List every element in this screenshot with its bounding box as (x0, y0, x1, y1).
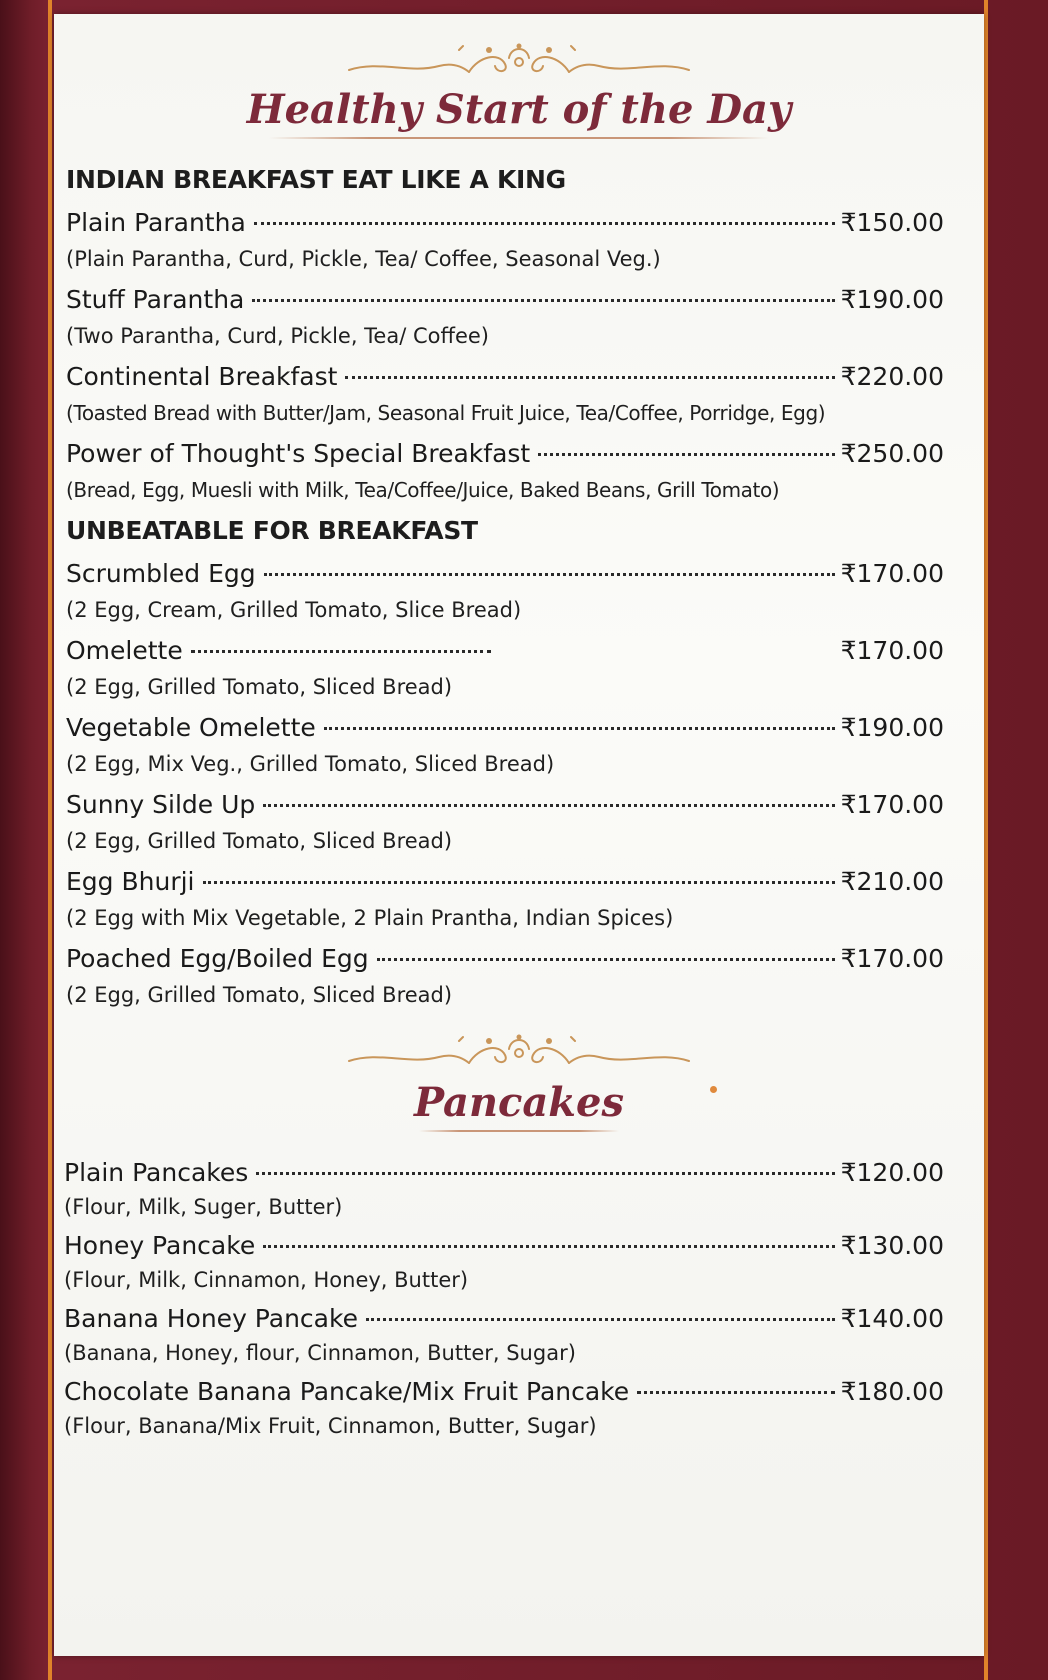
item-price: ₹120.00 (840, 1158, 944, 1187)
item-name: Sunny Silde Up (66, 790, 256, 819)
item-name: Plain Pancakes (64, 1158, 249, 1187)
item-description: (2 Egg with Mix Vegetable, 2 Plain Prantha, Indian Spices) (66, 906, 674, 930)
item-description: (Two Parantha, Curd, Pickle, Tea/ Coffee) (66, 324, 489, 348)
menu-item (66, 559, 944, 622)
flourish-ornament-icon (339, 38, 699, 84)
item-name: Chocolate Banana Pancake/Mix Fruit Pancake (64, 1377, 630, 1406)
item-name: Omelette (66, 636, 183, 665)
item-description: (2 Egg, Grilled Tomato, Sliced Bread) (66, 983, 453, 1007)
item-name: Continental Breakfast (66, 362, 338, 391)
menu-item (66, 713, 944, 776)
leader-dots (324, 727, 835, 730)
menu-item (66, 867, 944, 930)
frame-edge-right (984, 0, 988, 1680)
flourish-ornament-icon (339, 1029, 699, 1075)
heading-unbeatable: UNBEATABLE FOR BREAKFAST (66, 516, 478, 545)
item-price: ₹190.00 (840, 713, 944, 742)
menu-page (54, 14, 984, 1656)
leader-dots (538, 453, 834, 456)
menu-item (66, 362, 944, 425)
breakfast-section (54, 139, 984, 1007)
item-price: ₹130.00 (840, 1231, 944, 1260)
item-price: ₹190.00 (840, 285, 944, 314)
heading-indian-breakfast: INDIAN BREAKFAST EAT LIKE A KING (66, 165, 566, 194)
frame-edge-left (48, 0, 52, 1680)
item-price: ₹140.00 (840, 1304, 944, 1333)
leader-dots (203, 881, 835, 884)
item-name: Honey Pancake (64, 1231, 256, 1260)
item-description: (2 Egg, Grilled Tomato, Sliced Bread) (66, 829, 453, 853)
menu-item (64, 1231, 944, 1292)
menu-item (64, 1304, 944, 1365)
stain-speck (710, 1086, 717, 1093)
item-price: ₹180.00 (840, 1377, 944, 1406)
menu-item (64, 1158, 944, 1219)
menu-item (66, 208, 944, 271)
menu-item (66, 285, 944, 348)
pancakes-section (54, 1132, 984, 1438)
section-title-healthy-start: Healthy Start of the Day (246, 86, 792, 133)
item-price: ₹170.00 (840, 944, 944, 973)
item-name: Stuff Parantha (66, 285, 245, 314)
item-description: (2 Egg, Cream, Grilled Tomato, Slice Bread) (66, 598, 522, 622)
item-price: ₹170.00 (840, 559, 944, 588)
menu-item (66, 636, 944, 699)
item-price: ₹150.00 (840, 208, 944, 237)
item-name: Scrumbled Egg (66, 559, 256, 588)
item-name: Plain Parantha (66, 208, 246, 237)
item-description: (2 Egg, Mix Veg., Grilled Tomato, Sliced Bread) (66, 752, 555, 776)
item-description: (Plain Parantha, Curd, Pickle, Tea/ Coffee, Seasonal Veg.) (66, 247, 661, 271)
menu-item (66, 439, 944, 502)
menu-item (66, 790, 944, 853)
leader-dots (263, 804, 834, 807)
item-description: (Flour, Milk, Cinnamon, Honey, Butter) (64, 1268, 469, 1292)
leader-dots (256, 1172, 834, 1175)
leader-dots (264, 573, 835, 576)
leader-dots (191, 650, 491, 653)
item-description: (2 Egg, Grilled Tomato, Sliced Bread) (66, 675, 453, 699)
item-name: Vegetable Omelette (66, 713, 316, 742)
item-price: ₹170.00 (840, 636, 944, 665)
menu-item (66, 944, 944, 1007)
leader-dots (252, 299, 834, 302)
item-description: (Toasted Bread with Butter/Jam, Seasonal Fruit Juice, Tea/Coffee, Porridge, Egg) (66, 401, 826, 425)
leader-dots (366, 1318, 835, 1321)
item-price: ₹250.00 (840, 439, 944, 468)
item-price: ₹220.00 (840, 362, 944, 391)
leader-dots (263, 1245, 834, 1248)
item-name: Power of Thought's Special Breakfast (66, 439, 531, 468)
item-price: ₹170.00 (840, 790, 944, 819)
leader-dots (637, 1391, 834, 1394)
section-title-pancakes: Pancakes (414, 1079, 624, 1126)
item-name: Poached Egg/Boiled Egg (66, 944, 369, 973)
leader-dots (345, 376, 834, 379)
menu-item (64, 1377, 944, 1438)
item-description: (Banana, Honey, flour, Cinnamon, Butter, Sugar) (64, 1341, 576, 1365)
leader-dots (254, 222, 835, 225)
leader-dots (377, 958, 835, 961)
item-name: Egg Bhurji (66, 867, 195, 896)
item-price: ₹210.00 (840, 867, 944, 896)
item-description: (Bread, Egg, Muesli with Milk, Tea/Coffee/Juice, Baked Beans, Grill Tomato) (66, 478, 780, 502)
item-description: (Flour, Banana/Mix Fruit, Cinnamon, Butter, Sugar) (64, 1414, 597, 1438)
item-description: (Flour, Milk, Suger, Butter) (64, 1195, 343, 1219)
item-name: Banana Honey Pancake (64, 1304, 358, 1333)
